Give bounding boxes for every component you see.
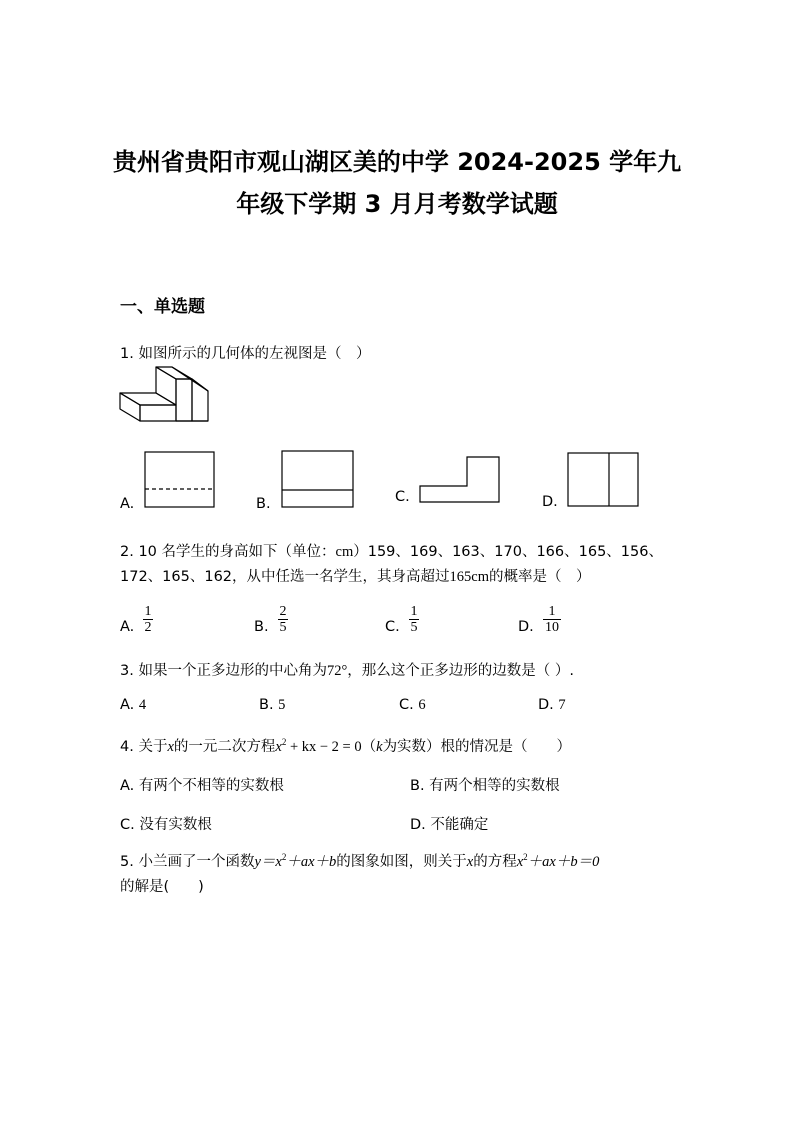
question-2-option-a-fraction[interactable]: [143, 604, 153, 635]
question-2-option-c-label[interactable]: C.: [385, 619, 400, 635]
fraction-denominator: 10: [545, 620, 559, 635]
option-label: B.: [259, 697, 274, 713]
fraction-denominator: 5: [279, 620, 287, 635]
option-label: C.: [399, 697, 414, 713]
question-3-angle: 72°: [326, 663, 348, 679]
question-4-eq-x: x: [275, 739, 282, 755]
question-4-text-a: 4. 关于: [120, 739, 168, 755]
question-2-unit: cm: [335, 544, 354, 560]
question-5-text-b: 的图象如图，则关于: [336, 854, 467, 870]
question-3-text-b: ，那么这个正多边形的边数是（ ）.: [347, 663, 574, 679]
question-2-option-a-label[interactable]: A.: [120, 619, 135, 635]
question-2-line2: [120, 565, 591, 586]
question-5-function-sup: 2: [281, 852, 287, 862]
question-1-option-c-figure[interactable]: [419, 456, 501, 504]
option-value: 7: [558, 697, 566, 713]
option-label: A.: [120, 697, 135, 713]
question-2-height-value: 165cm: [449, 569, 489, 585]
question-4-option-a[interactable]: A. 有两个不相等的实数根: [120, 778, 284, 794]
question-4-text: [120, 735, 571, 756]
fraction-numerator: 1: [144, 604, 152, 619]
fraction-denominator: 2: [144, 620, 152, 635]
question-1-solid-figure-drawing: [118, 365, 213, 427]
question-4-var-k: k: [376, 739, 383, 755]
question-1-option-b-label[interactable]: B.: [256, 496, 271, 512]
question-2-option-b-label[interactable]: B.: [254, 619, 269, 635]
question-5-equation-rest: ＋ax＋b＝0: [527, 854, 600, 870]
question-3-option-d[interactable]: [538, 697, 566, 714]
option-label: D.: [538, 697, 554, 713]
question-1-option-d-figure[interactable]: [567, 452, 639, 508]
fraction-numerator: 1: [410, 604, 418, 619]
section-heading: 一、单选题: [120, 297, 205, 317]
option-value: 4: [138, 697, 147, 713]
question-4-equation-rest: + kx − 2 = 0: [286, 739, 362, 755]
question-4-option-d[interactable]: D. 不能确定: [410, 817, 489, 833]
question-2-text-d: 的概率是（ ）: [489, 569, 591, 585]
question-3-option-c[interactable]: [399, 697, 426, 714]
question-2-text-a: 2. 10 名学生的身高如下（单位：: [120, 544, 336, 560]
question-2-option-b-fraction[interactable]: [278, 604, 288, 635]
question-1-option-d-label[interactable]: D.: [542, 494, 558, 510]
question-2-line1: [120, 540, 663, 561]
question-5-text-c: 的方程: [473, 854, 517, 870]
question-5-function-rest: ＋ax＋b: [286, 854, 337, 870]
question-4-text-b: 的一元二次方程: [173, 739, 276, 755]
question-5-var-x: x: [466, 854, 474, 870]
question-4-text-d: 为实数）根的情况是（ ）: [382, 739, 572, 755]
question-4-text-c: （: [361, 739, 377, 755]
document-title-line2: 年级下学期 3 月月考数学试题: [236, 190, 558, 218]
question-2-text-c: 172、165、162，从中任选一名学生，其身高超过: [120, 569, 450, 585]
question-2-option-d-fraction[interactable]: [543, 604, 561, 635]
question-5-function: y＝x: [254, 854, 282, 870]
question-4-var-x: x: [167, 739, 174, 755]
question-5-line1: [120, 850, 599, 871]
option-value: 6: [418, 697, 426, 713]
question-1-option-a-label[interactable]: A.: [120, 496, 135, 512]
question-1-text: 1. 如图所示的几何体的左视图是（ ）: [120, 346, 371, 362]
question-3-text: [120, 659, 574, 680]
question-4-option-c[interactable]: C. 没有实数根: [120, 817, 212, 833]
option-value: 5: [278, 697, 286, 713]
question-2-option-d-label[interactable]: D.: [518, 619, 534, 635]
question-5-equation-sup: 2: [523, 852, 528, 862]
document-title-line1: 贵州省贵阳市观山湖区美的中学 2024-2025 学年九: [112, 148, 682, 176]
question-4-option-b[interactable]: B. 有两个相等的实数根: [410, 778, 560, 794]
question-1-option-b-figure[interactable]: [281, 450, 355, 510]
question-3-option-a[interactable]: [120, 697, 146, 714]
fraction-denominator: 5: [410, 620, 418, 635]
question-3-option-b[interactable]: [259, 697, 285, 714]
question-4-eq-sup: 2: [281, 737, 287, 747]
question-5-equation: x: [516, 854, 524, 870]
question-3-text-a: 3. 如果一个正多边形的中心角为: [120, 663, 327, 679]
question-2-option-c-fraction[interactable]: [409, 604, 419, 635]
question-5-text-a: 5. 小兰画了一个函数: [120, 854, 255, 870]
question-1-option-c-label[interactable]: C.: [395, 489, 410, 505]
fraction-numerator: 2: [279, 604, 287, 619]
question-5-line2: 的解是( ): [120, 879, 204, 895]
question-1-option-a-figure[interactable]: [144, 451, 216, 509]
question-2-text-b: ）159、169、163、170、166、165、156、: [353, 544, 663, 560]
fraction-numerator: 1: [548, 604, 556, 619]
